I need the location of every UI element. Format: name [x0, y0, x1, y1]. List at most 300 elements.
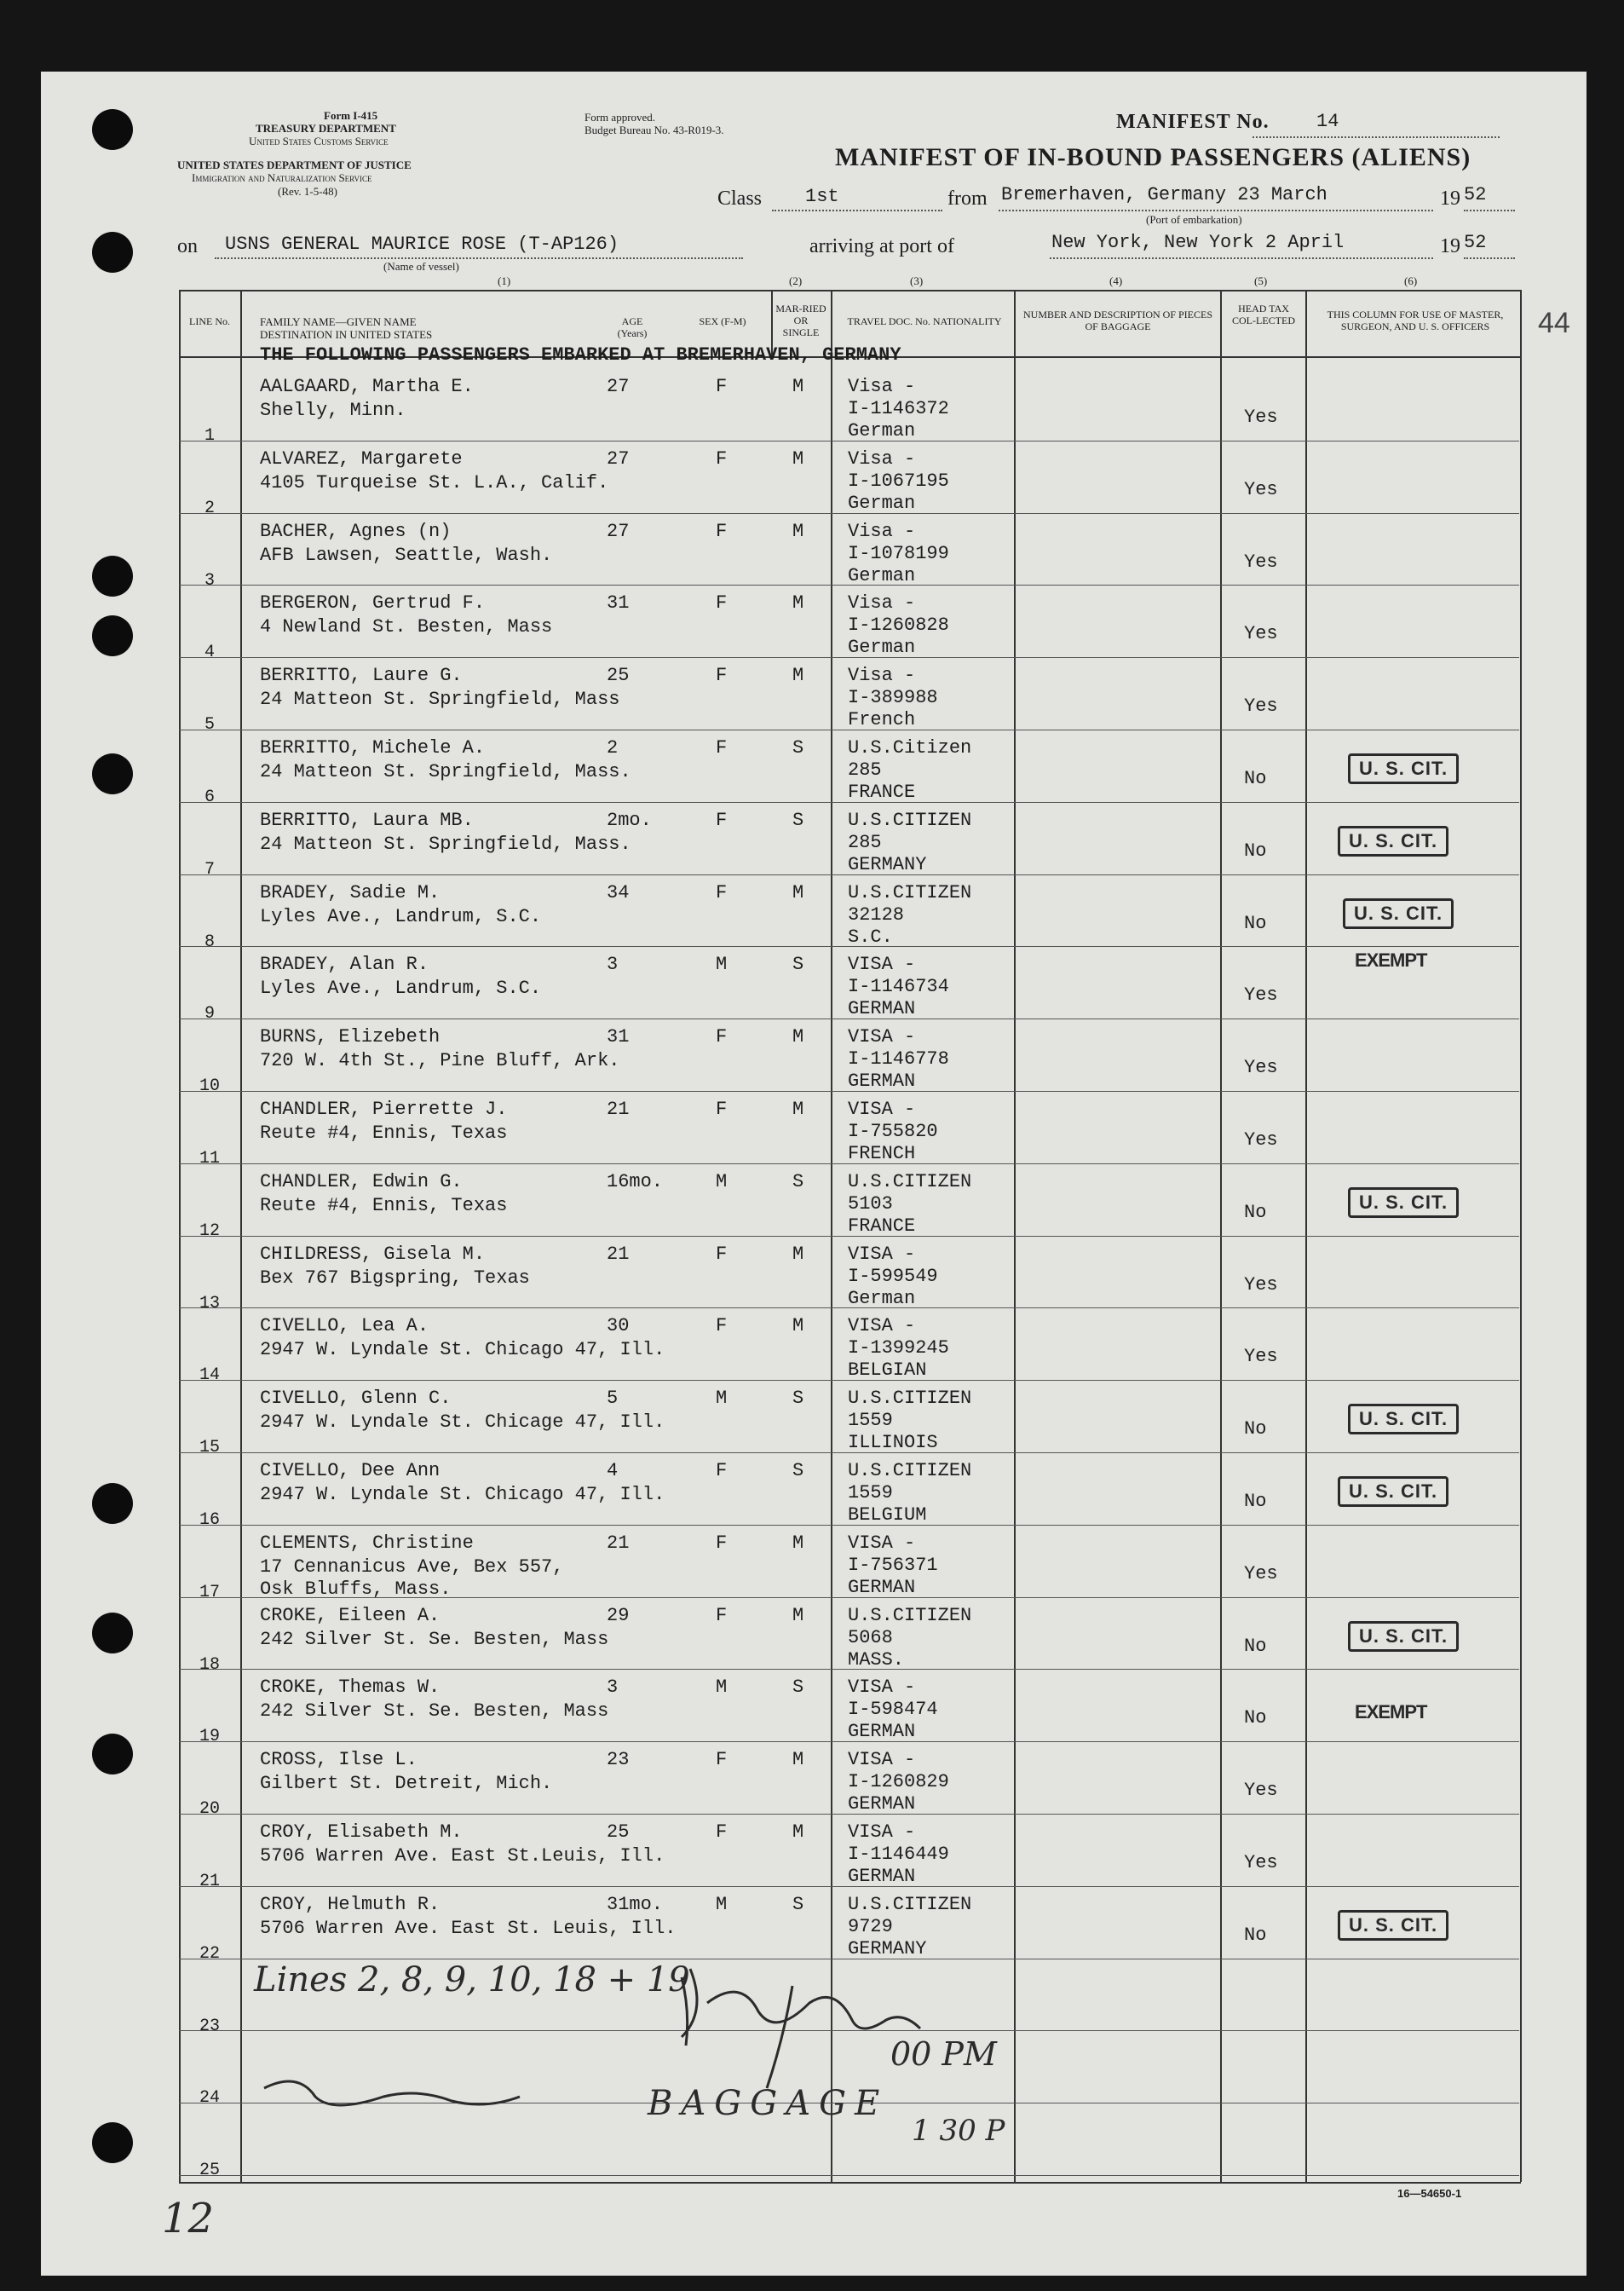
table-row — [0, 661, 1624, 736]
doc-number: I-389988 — [848, 687, 938, 709]
form-approved: Form approved. — [585, 111, 656, 124]
nationality: GERMAN — [848, 1070, 916, 1093]
nationality: German — [848, 420, 916, 441]
marital-status: M — [792, 1821, 804, 1843]
destination: 4105 Turqueise St. L.A., Calif. — [260, 471, 609, 493]
doc-number: I-1260829 — [848, 1771, 949, 1793]
head-tax: No — [1244, 768, 1267, 789]
doc-number: I-1146734 — [848, 976, 949, 998]
travel-doc: VISA - — [848, 1315, 916, 1337]
line-number: 4 — [204, 643, 215, 663]
header-officers: THIS COLUMN FOR USE OF MASTER, SURGEON, AND U. S. OFFICERS — [1327, 309, 1504, 332]
sex: F — [716, 1099, 728, 1120]
port-embark-caption: (Port of embarkation) — [1146, 213, 1242, 226]
marital-status: M — [792, 592, 804, 615]
line-number: 7 — [204, 859, 215, 880]
line-number: 22 — [199, 1943, 220, 1964]
head-tax: Yes — [1244, 984, 1278, 1007]
destination: 5706 Warren Ave. East St. Leuis, Ill. — [260, 1917, 677, 1939]
us-citizen-stamp: U. S. CIT. — [1338, 826, 1448, 857]
sex: M — [716, 1893, 728, 1915]
line-number: 13 — [199, 1293, 220, 1313]
marital-status: S — [792, 1388, 804, 1410]
class-value: 1st — [805, 186, 839, 207]
head-tax: Yes — [1244, 1273, 1278, 1296]
age: 5 — [607, 1388, 619, 1410]
doc-number: I-756371 — [848, 1554, 938, 1576]
embarked-note: THE FOLLOWING PASSENGERS EMBARKED AT BREMERHAVEN, GERMANY — [260, 344, 901, 366]
destination: 4 Newland St. Besten, Mass — [260, 616, 553, 638]
sex: F — [716, 1821, 728, 1843]
line-number: 23 — [199, 2016, 220, 2036]
header-name: FAMILY NAME—GIVEN NAME — [260, 315, 417, 328]
doc-number: 5068 — [848, 1626, 893, 1648]
destination: AFB Lawsen, Seattle, Wash. — [260, 544, 553, 566]
header-sex: SEX (F-M) — [699, 315, 746, 327]
sex: F — [716, 447, 728, 470]
nationality: German — [848, 564, 916, 586]
sex: F — [716, 1026, 728, 1048]
doc-number: 5103 — [848, 1192, 893, 1215]
sex: F — [716, 737, 728, 759]
destination: Shelly, Minn. — [260, 400, 406, 421]
year-from: 52 — [1464, 184, 1487, 205]
age: 31mo. — [607, 1893, 664, 1915]
table-row — [0, 1383, 1624, 1458]
header-baggage: NUMBER AND DESCRIPTION OF PIECES OF BAGGAGE — [1022, 309, 1213, 332]
travel-doc: U.S.CITIZEN — [848, 1604, 972, 1626]
passenger-name: CIVELLO, Dee Ann — [260, 1460, 441, 1481]
col-number: (1) — [498, 274, 511, 287]
nationality: German — [848, 637, 916, 659]
nationality: FRANCE — [848, 782, 916, 803]
line-number: 1 — [204, 426, 215, 446]
punch-hole — [92, 2122, 133, 2163]
doc-number: 285 — [848, 831, 882, 853]
nationality: ILLINOIS — [848, 1432, 938, 1454]
passenger-name: BACHER, Agnes (n) — [260, 520, 452, 542]
marital-status: M — [792, 447, 804, 470]
marital-status: S — [792, 1893, 804, 1915]
doc-number: I-1146449 — [848, 1844, 949, 1865]
us-citizen-stamp: U. S. CIT. — [1338, 1910, 1448, 1941]
travel-doc: Visa - — [848, 447, 916, 470]
form-code: 16—54650-1 — [1397, 2187, 1462, 2200]
marital-status: M — [792, 665, 804, 687]
destination: 24 Matteon St. Springfield, Mass — [260, 689, 620, 711]
destination: 24 Matteon St. Springfield, Mass. — [260, 833, 631, 855]
from-label: from — [947, 188, 988, 210]
head-tax: Yes — [1244, 1129, 1278, 1151]
class-label: Class — [717, 188, 763, 210]
travel-doc: VISA - — [848, 1749, 916, 1771]
line-number: 21 — [199, 1872, 220, 1891]
line-number: 18 — [199, 1654, 220, 1675]
travel-doc: VISA - — [848, 1532, 916, 1554]
age: 25 — [607, 665, 630, 687]
us-citizen-stamp: U. S. CIT. — [1348, 753, 1459, 784]
head-tax: No — [1244, 1201, 1267, 1223]
sex: M — [716, 1388, 728, 1410]
travel-doc: U.S.CITIZEN — [848, 1388, 972, 1410]
marital-status: M — [792, 1604, 804, 1626]
destination: 242 Silver St. Se. Besten, Mass — [260, 1700, 609, 1723]
head-tax: No — [1244, 1418, 1267, 1440]
line-number: 6 — [204, 788, 215, 807]
passenger-name: BERRITTO, Laure G. — [260, 665, 463, 687]
sex: F — [716, 1749, 728, 1771]
sex: F — [716, 881, 728, 903]
passenger-name: CIVELLO, Glenn C. — [260, 1388, 452, 1410]
travel-doc: U.S.CITIZEN — [848, 1170, 972, 1192]
handwritten-corner: 12 — [162, 2195, 215, 2242]
destination: 2947 W. Lyndale St. Chicage 47, Ill. — [260, 1411, 665, 1434]
marital-status: S — [792, 737, 804, 759]
marital-status: S — [792, 1170, 804, 1192]
head-tax: Yes — [1244, 1057, 1278, 1079]
passenger-name: BERGERON, Gertrud F. — [260, 592, 486, 615]
destination: 242 Silver St. Se. Besten, Mass — [260, 1628, 609, 1650]
doc-number: I-1067195 — [848, 470, 949, 492]
doc-number: I-1260828 — [848, 615, 949, 637]
line-number: 16 — [199, 1510, 220, 1530]
destination: Reute #4, Ennis, Texas — [260, 1194, 508, 1216]
passenger-name: AALGAARD, Martha E. — [260, 376, 474, 397]
passenger-name: BRADEY, Sadie M. — [260, 881, 441, 903]
head-tax: Yes — [1244, 1562, 1278, 1584]
marital-status: M — [792, 1315, 804, 1337]
nationality: MASS. — [848, 1648, 905, 1671]
travel-doc: VISA - — [848, 1676, 916, 1699]
destination: 720 W. 4th St., Pine Bluff, Ark. — [260, 1050, 620, 1072]
table-row — [0, 444, 1624, 516]
marital-status: M — [792, 1749, 804, 1771]
doc-number: I-599549 — [848, 1265, 938, 1287]
header-age: AGE (Years) — [617, 315, 648, 339]
marital-status: S — [792, 1676, 804, 1699]
passenger-name: CROKE, Themas W. — [260, 1676, 441, 1699]
age: 21 — [607, 1099, 630, 1120]
doc-number: I-1078199 — [848, 542, 949, 564]
us-citizen-stamp: U. S. CIT. — [1348, 1621, 1459, 1652]
head-tax: No — [1244, 840, 1267, 862]
exempt-stamp: EXEMPT — [1355, 1701, 1427, 1723]
doc-number: 1559 — [848, 1410, 893, 1432]
travel-doc: U.S.CITIZEN — [848, 1893, 972, 1915]
treasury-dept: TREASURY DEPARTMENT — [256, 122, 396, 135]
line-number: 17 — [199, 1582, 220, 1602]
age: 25 — [607, 1821, 630, 1843]
sex: F — [716, 592, 728, 615]
table-row — [0, 1601, 1624, 1675]
handwritten-time-2: 1 30 P — [912, 2114, 1005, 2148]
col-number: (5) — [1254, 274, 1268, 287]
header-married: MAR-RIED OR SINGLE — [775, 303, 826, 338]
punch-hole — [92, 232, 133, 273]
marital-status: M — [792, 520, 804, 542]
doc-number: I-755820 — [848, 1121, 938, 1142]
table-row — [0, 949, 1624, 1024]
head-tax: Yes — [1244, 478, 1278, 500]
nationality: BELGIUM — [848, 1504, 927, 1526]
destination: 24 Matteon St. Springfield, Mass. — [260, 761, 631, 782]
signature-scribbles — [256, 1952, 1022, 2148]
line-number: 20 — [199, 1799, 220, 1820]
header-travel-doc: TRAVEL DOC. No. NATIONALITY — [847, 315, 1002, 327]
marital-status: M — [792, 1243, 804, 1265]
line-number: 3 — [204, 570, 215, 591]
nationality: GERMAN — [848, 1793, 916, 1815]
destination-line-2: Osk Bluffs, Mass. — [260, 1578, 452, 1600]
head-tax: Yes — [1244, 551, 1278, 573]
sex: F — [716, 1532, 728, 1554]
manifest-title: MANIFEST OF IN-BOUND PASSENGERS (ALIENS) — [835, 143, 1471, 171]
age: 21 — [607, 1532, 630, 1554]
line-number: 25 — [199, 2161, 220, 2181]
nationality: S.C. — [848, 926, 893, 948]
on-label: on — [177, 235, 198, 257]
travel-doc: VISA - — [848, 954, 916, 976]
sex: F — [716, 665, 728, 687]
passenger-name: BURNS, Elizebeth — [260, 1026, 441, 1048]
travel-doc: VISA - — [848, 1821, 916, 1843]
sex: F — [716, 1604, 728, 1626]
destination: 17 Cennanicus Ave, Bex 557, — [260, 1555, 564, 1578]
line-number: 8 — [204, 932, 215, 952]
table-row — [0, 878, 1624, 952]
passenger-name: CROSS, Ilse L. — [260, 1749, 418, 1771]
manifest-no-label: MANIFEST No. — [1116, 111, 1270, 133]
vessel-caption: (Name of vessel) — [383, 260, 459, 273]
us-citizen-stamp: U. S. CIT. — [1348, 1187, 1459, 1218]
passenger-name: BRADEY, Alan R. — [260, 954, 429, 976]
table-row — [0, 1890, 1624, 1964]
table-row — [0, 1528, 1624, 1600]
passenger-name: CHANDLER, Pierrette J. — [260, 1099, 508, 1120]
age: 23 — [607, 1749, 630, 1771]
age: 2 — [607, 737, 619, 759]
destination: 5706 Warren Ave. East St.Leuis, Ill. — [260, 1845, 665, 1867]
line-number: 24 — [199, 2088, 220, 2109]
justice-dept: UNITED STATES DEPARTMENT OF JUSTICE — [177, 159, 412, 171]
age: 27 — [607, 520, 630, 542]
travel-doc: VISA - — [848, 1026, 916, 1048]
line-number: 9 — [204, 1004, 215, 1024]
table-row — [0, 1456, 1624, 1530]
nationality: BELGIAN — [848, 1359, 927, 1382]
head-tax: Yes — [1244, 1852, 1278, 1873]
handwritten-baggage: BAGGAGE — [648, 2084, 889, 2123]
sex: F — [716, 809, 728, 831]
line-number: 5 — [204, 715, 215, 736]
doc-number: 9729 — [848, 1915, 893, 1937]
nationality: GERMAN — [848, 1576, 916, 1598]
us-citizen-stamp: U. S. CIT. — [1338, 1476, 1448, 1507]
travel-doc: Visa - — [848, 592, 916, 615]
nationality: French — [848, 709, 916, 731]
sex: F — [716, 1315, 728, 1337]
head-tax: No — [1244, 912, 1267, 934]
age: 27 — [607, 447, 630, 470]
handwritten-lines-note: Lines 2, 8, 9, 10, 18 + 19 — [254, 1960, 690, 2000]
table-row — [0, 733, 1624, 805]
marital-status: M — [792, 1532, 804, 1554]
head-tax: Yes — [1244, 623, 1278, 645]
head-tax: Yes — [1244, 407, 1278, 428]
passenger-name: ALVAREZ, Margarete — [260, 447, 463, 470]
passenger-name: CHILDRESS, Gisela M. — [260, 1243, 486, 1265]
margin-number: 44 — [1538, 307, 1570, 339]
destination: Lyles Ave., Landrum, S.C. — [260, 905, 542, 927]
year-prefix-arrive: 19 — [1440, 235, 1460, 257]
vessel-name: USNS GENERAL MAURICE ROSE (T-AP126) — [225, 234, 619, 255]
sex: F — [716, 1460, 728, 1481]
sex: F — [716, 376, 728, 397]
table-row — [0, 1022, 1624, 1097]
doc-number: I-1146778 — [848, 1048, 949, 1070]
nationality: German — [848, 1287, 916, 1309]
passenger-name: BERRITTO, Laura MB. — [260, 809, 474, 831]
age: 2mo. — [607, 809, 652, 831]
arriving-label: arriving at port of — [809, 235, 954, 257]
travel-doc: VISA - — [848, 1099, 916, 1120]
table-row — [0, 588, 1624, 663]
age: 29 — [607, 1604, 630, 1626]
passenger-name: CROKE, Eileen A. — [260, 1604, 441, 1626]
head-tax: Yes — [1244, 695, 1278, 718]
destination: Lyles Ave., Landrum, S.C. — [260, 978, 542, 1000]
passenger-name: CROY, Helmuth R. — [260, 1893, 441, 1915]
marital-status: M — [792, 1099, 804, 1120]
age: 34 — [607, 881, 630, 903]
travel-doc: U.S.CITIZEN — [848, 809, 972, 831]
table-row — [0, 1745, 1624, 1820]
head-tax: No — [1244, 1924, 1267, 1946]
header-head-tax: HEAD TAX COL-LECTED — [1232, 303, 1295, 326]
revision: (Rev. 1-5-48) — [278, 185, 337, 198]
age: 3 — [607, 1676, 619, 1699]
marital-status: S — [792, 809, 804, 831]
us-citizen-stamp: U. S. CIT. — [1343, 898, 1454, 929]
year-arrive: 52 — [1464, 232, 1487, 253]
age: 3 — [607, 954, 619, 976]
travel-doc: VISA - — [848, 1243, 916, 1265]
doc-number: I-598474 — [848, 1699, 938, 1721]
age: 30 — [607, 1315, 630, 1337]
destination: 2947 W. Lyndale St. Chicago 47, Ill. — [260, 1339, 665, 1361]
doc-number: 285 — [848, 759, 882, 781]
destination: Bex 767 Bigspring, Texas — [260, 1267, 530, 1289]
sex: F — [716, 520, 728, 542]
nationality: FRENCH — [848, 1143, 916, 1164]
nationality: German — [848, 492, 916, 514]
destination: Reute #4, Ennis, Texas — [260, 1122, 508, 1144]
table-row — [0, 516, 1624, 591]
nationality: GERMANY — [848, 853, 927, 875]
table-row — [0, 1817, 1624, 1889]
passenger-name: CIVELLO, Lea A. — [260, 1315, 429, 1337]
header-line: LINE No. — [189, 315, 230, 327]
passenger-name: CLEMENTS, Christine — [260, 1532, 474, 1554]
table-row — [0, 372, 1624, 446]
table-row — [0, 805, 1624, 880]
age: 16mo. — [607, 1170, 664, 1192]
sex: M — [716, 1170, 728, 1192]
sex: M — [716, 954, 728, 976]
doc-number: I-1399245 — [848, 1337, 949, 1359]
year-prefix: 19 — [1440, 188, 1460, 210]
punch-hole — [92, 109, 133, 150]
travel-doc: U.S.CITIZEN — [848, 881, 972, 903]
head-tax: No — [1244, 1635, 1267, 1657]
head-tax: No — [1244, 1491, 1267, 1512]
head-tax: Yes — [1244, 1780, 1278, 1802]
marital-status: S — [792, 1460, 804, 1481]
manifest-number: 14 — [1316, 111, 1339, 132]
head-tax: No — [1244, 1707, 1267, 1729]
line-number: 14 — [199, 1365, 220, 1386]
destination: Gilbert St. Detreit, Mich. — [260, 1773, 553, 1795]
age: 21 — [607, 1243, 630, 1265]
header-destination: DESTINATION IN UNITED STATES — [260, 328, 433, 341]
travel-doc: Visa - — [848, 665, 916, 687]
form-number: Form I-415 — [324, 109, 378, 122]
exempt-stamp: EXEMPT — [1355, 949, 1427, 972]
ins-label: Immigration and Naturalization Service — [192, 171, 372, 184]
table-row — [0, 1094, 1624, 1169]
passenger-name: BERRITTO, Michele A. — [260, 737, 486, 759]
passenger-name: CROY, Elisabeth M. — [260, 1821, 463, 1843]
line-number: 2 — [204, 498, 215, 518]
budget-bureau: Budget Bureau No. 43-R019-3. — [585, 124, 724, 136]
marital-status: M — [792, 376, 804, 397]
line-number: 12 — [199, 1221, 220, 1241]
doc-number: 32128 — [848, 903, 905, 926]
nationality: GERMAN — [848, 1721, 916, 1743]
line-number: 19 — [199, 1727, 220, 1747]
marital-status: M — [792, 1026, 804, 1048]
arriving-value: New York, New York 2 April — [1051, 232, 1345, 253]
passenger-name: CHANDLER, Edwin G. — [260, 1170, 463, 1192]
travel-doc: Visa - — [848, 520, 916, 542]
age: 4 — [607, 1460, 619, 1481]
sex: M — [716, 1676, 728, 1699]
col-number: (3) — [910, 274, 924, 287]
customs-service: United States Customs Service — [249, 135, 389, 147]
table-row — [0, 1311, 1624, 1386]
col-number: (4) — [1109, 274, 1123, 287]
doc-number: I-1146372 — [848, 398, 949, 419]
line-number: 11 — [199, 1149, 220, 1169]
marital-status: S — [792, 954, 804, 976]
travel-doc: Visa - — [848, 376, 916, 397]
travel-doc: U.S.Citizen — [848, 737, 972, 759]
handwritten-time: 00 PM — [890, 2035, 997, 2073]
head-tax: Yes — [1244, 1346, 1278, 1368]
us-citizen-stamp: U. S. CIT. — [1348, 1404, 1459, 1434]
col-number: (2) — [789, 274, 803, 287]
age: 27 — [607, 376, 630, 397]
travel-doc: U.S.CITIZEN — [848, 1460, 972, 1481]
line-number: 10 — [199, 1076, 220, 1097]
destination: 2947 W. Lyndale St. Chicago 47, Ill. — [260, 1484, 665, 1505]
sex: F — [716, 1243, 728, 1265]
nationality: GERMANY — [848, 1937, 927, 1959]
age: 31 — [607, 1026, 630, 1048]
table-row — [0, 1167, 1624, 1241]
nationality: GERMAN — [848, 1866, 916, 1887]
table-row — [0, 1672, 1624, 1747]
